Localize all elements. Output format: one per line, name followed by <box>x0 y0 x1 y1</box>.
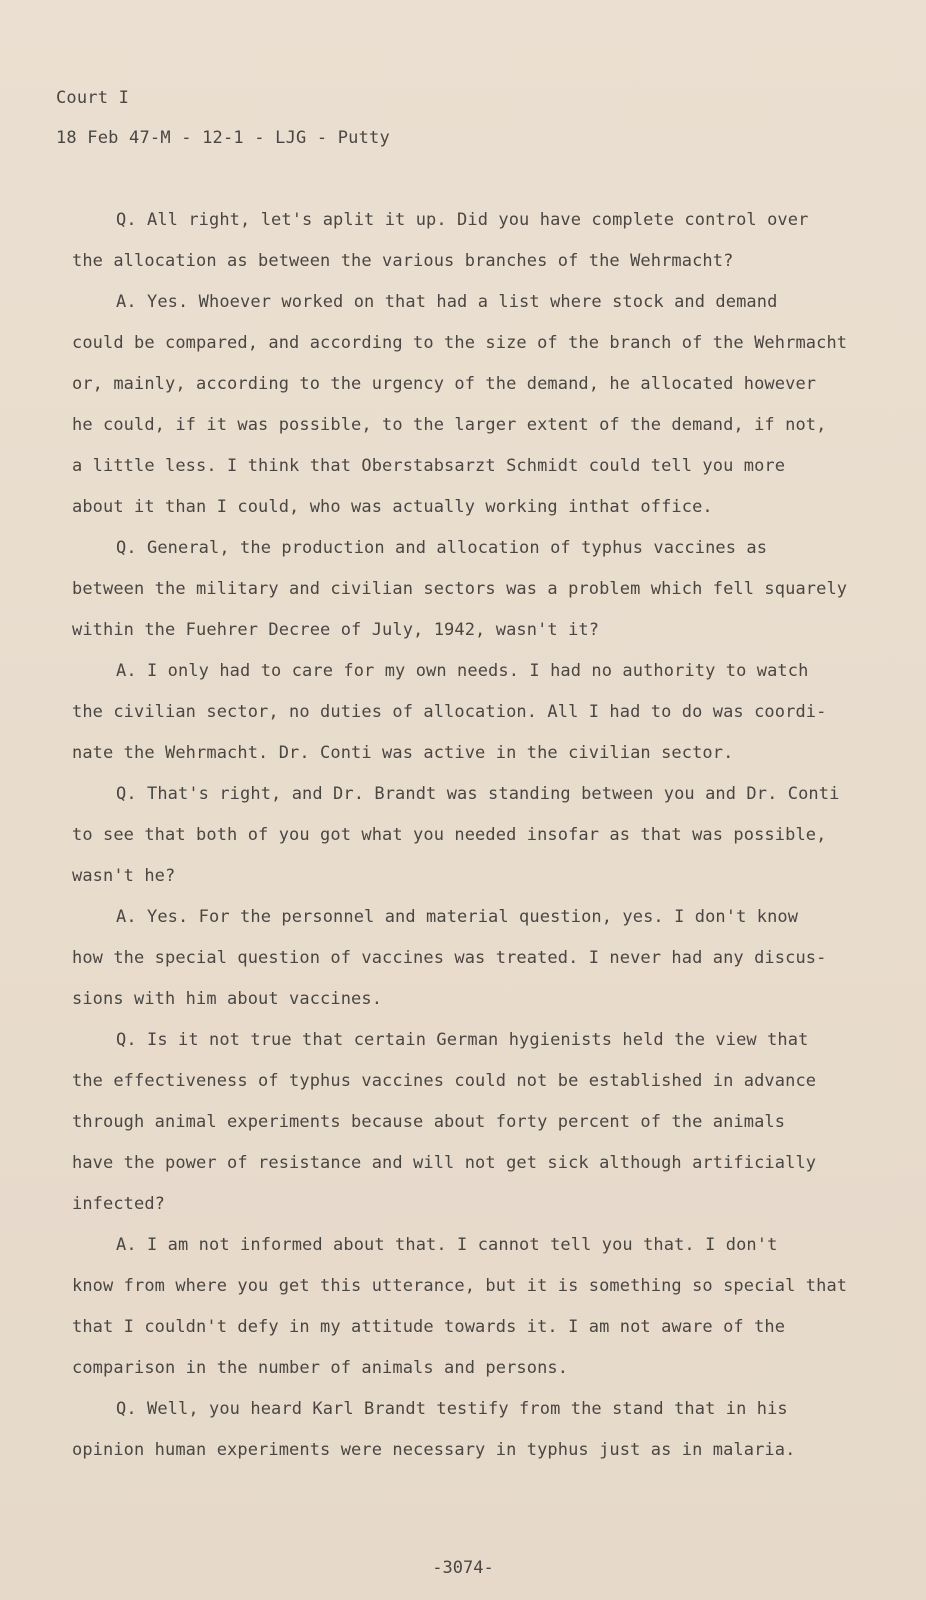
transcript-paragraph <box>72 651 852 774</box>
transcript-line: wasn't he? <box>72 866 176 886</box>
transcript-paragraph <box>72 200 852 282</box>
transcript-line: through animal experiments because about forty percent of the animals <box>72 1112 786 1132</box>
transcript-line: how the special question of vaccines was treated. I never had any discus- <box>72 948 827 968</box>
transcript-line: nate the Wehrmacht. Dr. Conti was active in the civilian sector. <box>72 743 734 763</box>
transcript-line: that I couldn't defy in my attitude towards it. I am not aware of the <box>72 1317 786 1337</box>
transcript-paragraph <box>72 1020 852 1225</box>
transcript-line: the allocation as between the various branches of the Wehrmacht? <box>72 251 734 271</box>
transcript-line: the effectiveness of typhus vaccines could not be established in advance <box>72 1071 817 1091</box>
transcript-line: sions with him about vaccines. <box>72 989 383 1009</box>
transcript-line: A. Yes. Whoever worked on that had a list where stock and demand <box>116 292 778 312</box>
transcript-body <box>72 200 852 1471</box>
transcript-line: comparison in the number of animals and persons. <box>72 1358 569 1378</box>
transcript-line: Q. All right, let's aplit it up. Did you have complete control over <box>116 210 809 230</box>
transcript-line: between the military and civilian sectors was a problem which fell squarely <box>72 579 848 599</box>
session-line: 18 Feb 47-M - 12-1 - LJG - Putty <box>56 128 390 148</box>
transcript-line: the civilian sector, no duties of allocation. All I had to do was coordi- <box>72 702 827 722</box>
transcript-line: infected? <box>72 1194 166 1214</box>
transcript-paragraph <box>72 528 852 651</box>
transcript-line: opinion human experiments were necessary in typhus just as in malaria. <box>72 1440 796 1460</box>
transcript-line: A. I only had to care for my own needs. I had no authority to watch <box>116 661 809 681</box>
transcript-line: about it than I could, who was actually working inthat office. <box>72 497 713 517</box>
transcript-paragraph <box>72 897 852 1020</box>
transcript-line: know from where you get this utterance, but it is something so special that <box>72 1276 848 1296</box>
page-number: -3074- <box>432 1558 494 1578</box>
transcript-paragraph <box>72 282 852 528</box>
transcript-paragraph <box>72 774 852 897</box>
transcript-paragraph <box>72 1225 852 1389</box>
transcript-line: or, mainly, according to the urgency of the demand, he allocated however <box>72 374 817 394</box>
transcript-line: a little less. I think that Oberstabsarzt Schmidt could tell you more <box>72 456 786 476</box>
transcript-line: to see that both of you got what you needed insofar as that was possible, <box>72 825 827 845</box>
transcript-line: he could, if it was possible, to the larger extent of the demand, if not, <box>72 415 827 435</box>
transcript-line: have the power of resistance and will not get sick although artificially <box>72 1153 817 1173</box>
transcript-paragraph <box>72 1389 852 1471</box>
transcript-line: Q. Is it not true that certain German hygienists held the view that <box>116 1030 809 1050</box>
transcript-line: A. I am not informed about that. I cannot tell you that. I don't <box>116 1235 778 1255</box>
transcript-line: within the Fuehrer Decree of July, 1942, wasn't it? <box>72 620 600 640</box>
transcript-line: could be compared, and according to the size of the branch of the Wehrmacht <box>72 333 848 353</box>
transcript-line: Q. General, the production and allocation of typhus vaccines as <box>116 538 768 558</box>
transcript-line: Q. Well, you heard Karl Brandt testify from the stand that in his <box>116 1399 788 1419</box>
court-label: Court I <box>56 88 130 108</box>
transcript-line: Q. That's right, and Dr. Brandt was standing between you and Dr. Conti <box>116 784 840 804</box>
transcript-line: A. Yes. For the personnel and material question, yes. I don't know <box>116 907 799 927</box>
